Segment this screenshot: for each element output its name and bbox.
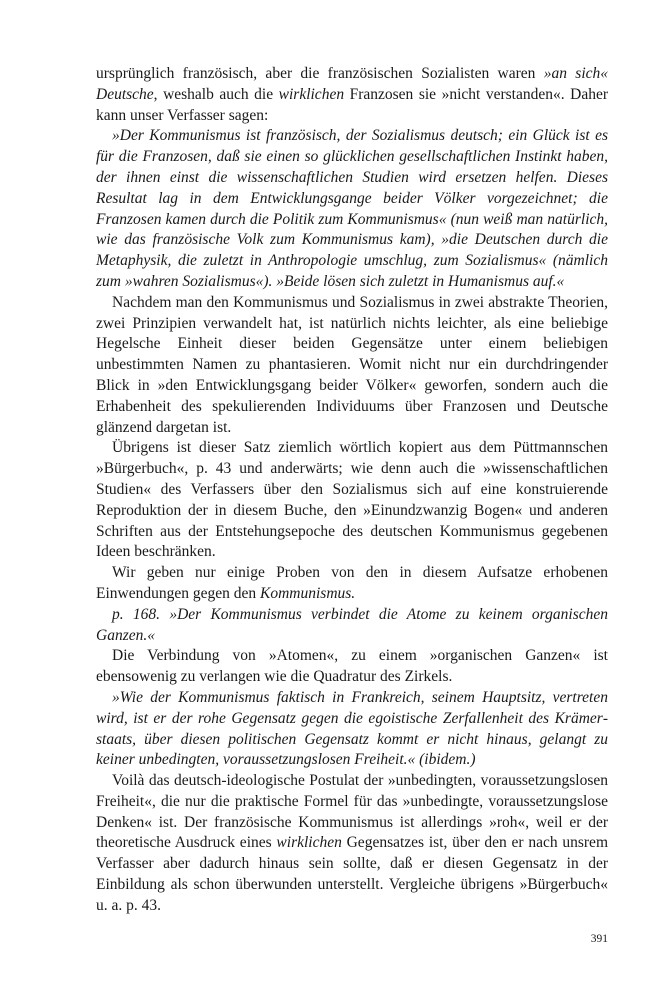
paragraph: [96, 438, 608, 563]
text-run: Wir geben nur einige Proben von den in diesem Aufsatze erhobenen Einwendungen gegen den: [96, 564, 608, 602]
paragraph: [96, 64, 608, 126]
italic-run: p. 168. »Der Kommunismus verbindet die Atome zu keinem organischen Ganzen.«: [96, 605, 608, 644]
text-run: , weshalb auch die: [153, 85, 279, 103]
text-run: Voilà das deutsch-ideologische Postulat der »unbedingten, voraussetzungslosen Freiheit«, die nur die praktische Formel für das »unbedingte, voraussetzungslose Denken« ist. Der französische Kommunismus ist allerdings »roh«, weil er der theoretische Ausdruck eines: [96, 772, 608, 852]
paragraph: [96, 293, 608, 439]
paragraph: [96, 563, 608, 605]
italic-run: wirklichen: [278, 85, 345, 103]
quote-paragraph: [96, 605, 608, 647]
text-run: Nachdem man den Kommunismus und Sozialismus in zwei abstrakte Theorien, zwei Prinzipien verwandelt hat, ist natürlich nichts leichter, als eine beliebige Hegelsche Einheit dieser beiden Gegensätze unter einem beliebigen unbestimmten Namen zu phantasieren. Womit nicht nur ein durchdringender Blick in »den Entwicklungsgang beider Völker« geworfen, sondern auch die Erhabenheit des spekulierenden Individuums über Franzosen und Deutsche glänzend dargetan ist.: [96, 293, 608, 436]
italic-run: »Der Kommunismus ist französisch, der Sozialismus deutsch; ein Glück ist es für die Franzosen, daß sie einen so glücklichen gesellschaftlichen Instinkt haben, der ihnen einst die wissenschaftlichen Studien wird ersetzen helfen. Dieses Resultat lag in dem Entwicklungsgange beider Völker vorgezeichnet; die Franzosen kamen durch die Politik zum Kommunismus« (nun weiß man natürlich, wie das französische Volk zum Kommunismus kam), »die Deutschen durch die Metaphysik, die zuletzt in Anthropologie umschlug, zum Sozialismus« (nämlich zum »wahren Sozialismus«). »Beide lösen sich zuletzt in Humanismus auf.«: [96, 127, 608, 290]
italic-run: »Wie der Kommunismus faktisch in Frankreich, seinem Hauptsitz, vertreten wird, ist er der rohe Gegensatz gegen die egoistische Zerfallenheit des Krämerstaats, über diesen politischen Gegensatz kommt er nicht hinaus, gelangt zu keiner unbedingten, voraussetzungslosen Freiheit.« (ibidem.): [96, 688, 608, 769]
text-run: Übrigens ist dieser Satz ziemlich wörtlich kopiert aus dem Püttmannschen »Bürgerbuch«, p. 43 und anderwärts; wie denn auch die »wissenschaftlichen Studien« des Verfassers über den Sozialismus sich auf eine konstruierende Reproduktion der in diesem Buche, den »Einundzwanzig Bogen« und anderen Schriften aus der Entstehungsepoche des deutschen Kommunismus gegebenen Ideen beschränken.: [96, 439, 608, 561]
italic-run: Kommunismus.: [260, 584, 356, 602]
page-number: 391: [590, 933, 608, 945]
text-run: Franzosen sie »nicht verstanden«. Daher kann unser Verfasser sagen:: [96, 85, 608, 124]
italic-run: wirklichen: [276, 834, 342, 852]
text-run: Gegensatzes ist, über den er nach unsrem Verfasser aber dadurch hinaus sein sollte, daß er diesen Gegensatz in der Einbildung als schon überwunden unterstellt. Vergleiche übrigens »Bürgerbuch« u. a. p. 43.: [96, 834, 608, 914]
text-run: Die Verbindung von »Atomen«, zu einem »organischen Ganzen« ist ebensowenig zu verlangen wie die Quadratur des Zirkels.: [96, 647, 608, 686]
text-run: ursprünglich französisch, aber die französischen Sozialisten waren: [96, 65, 544, 82]
page-body: [96, 64, 608, 917]
italic-run: »an sich« Deutsche: [96, 65, 609, 103]
quote-paragraph: [96, 688, 608, 771]
block-quote-paragraph: [96, 126, 608, 292]
paragraph: [96, 771, 608, 917]
paragraph: [96, 646, 608, 688]
